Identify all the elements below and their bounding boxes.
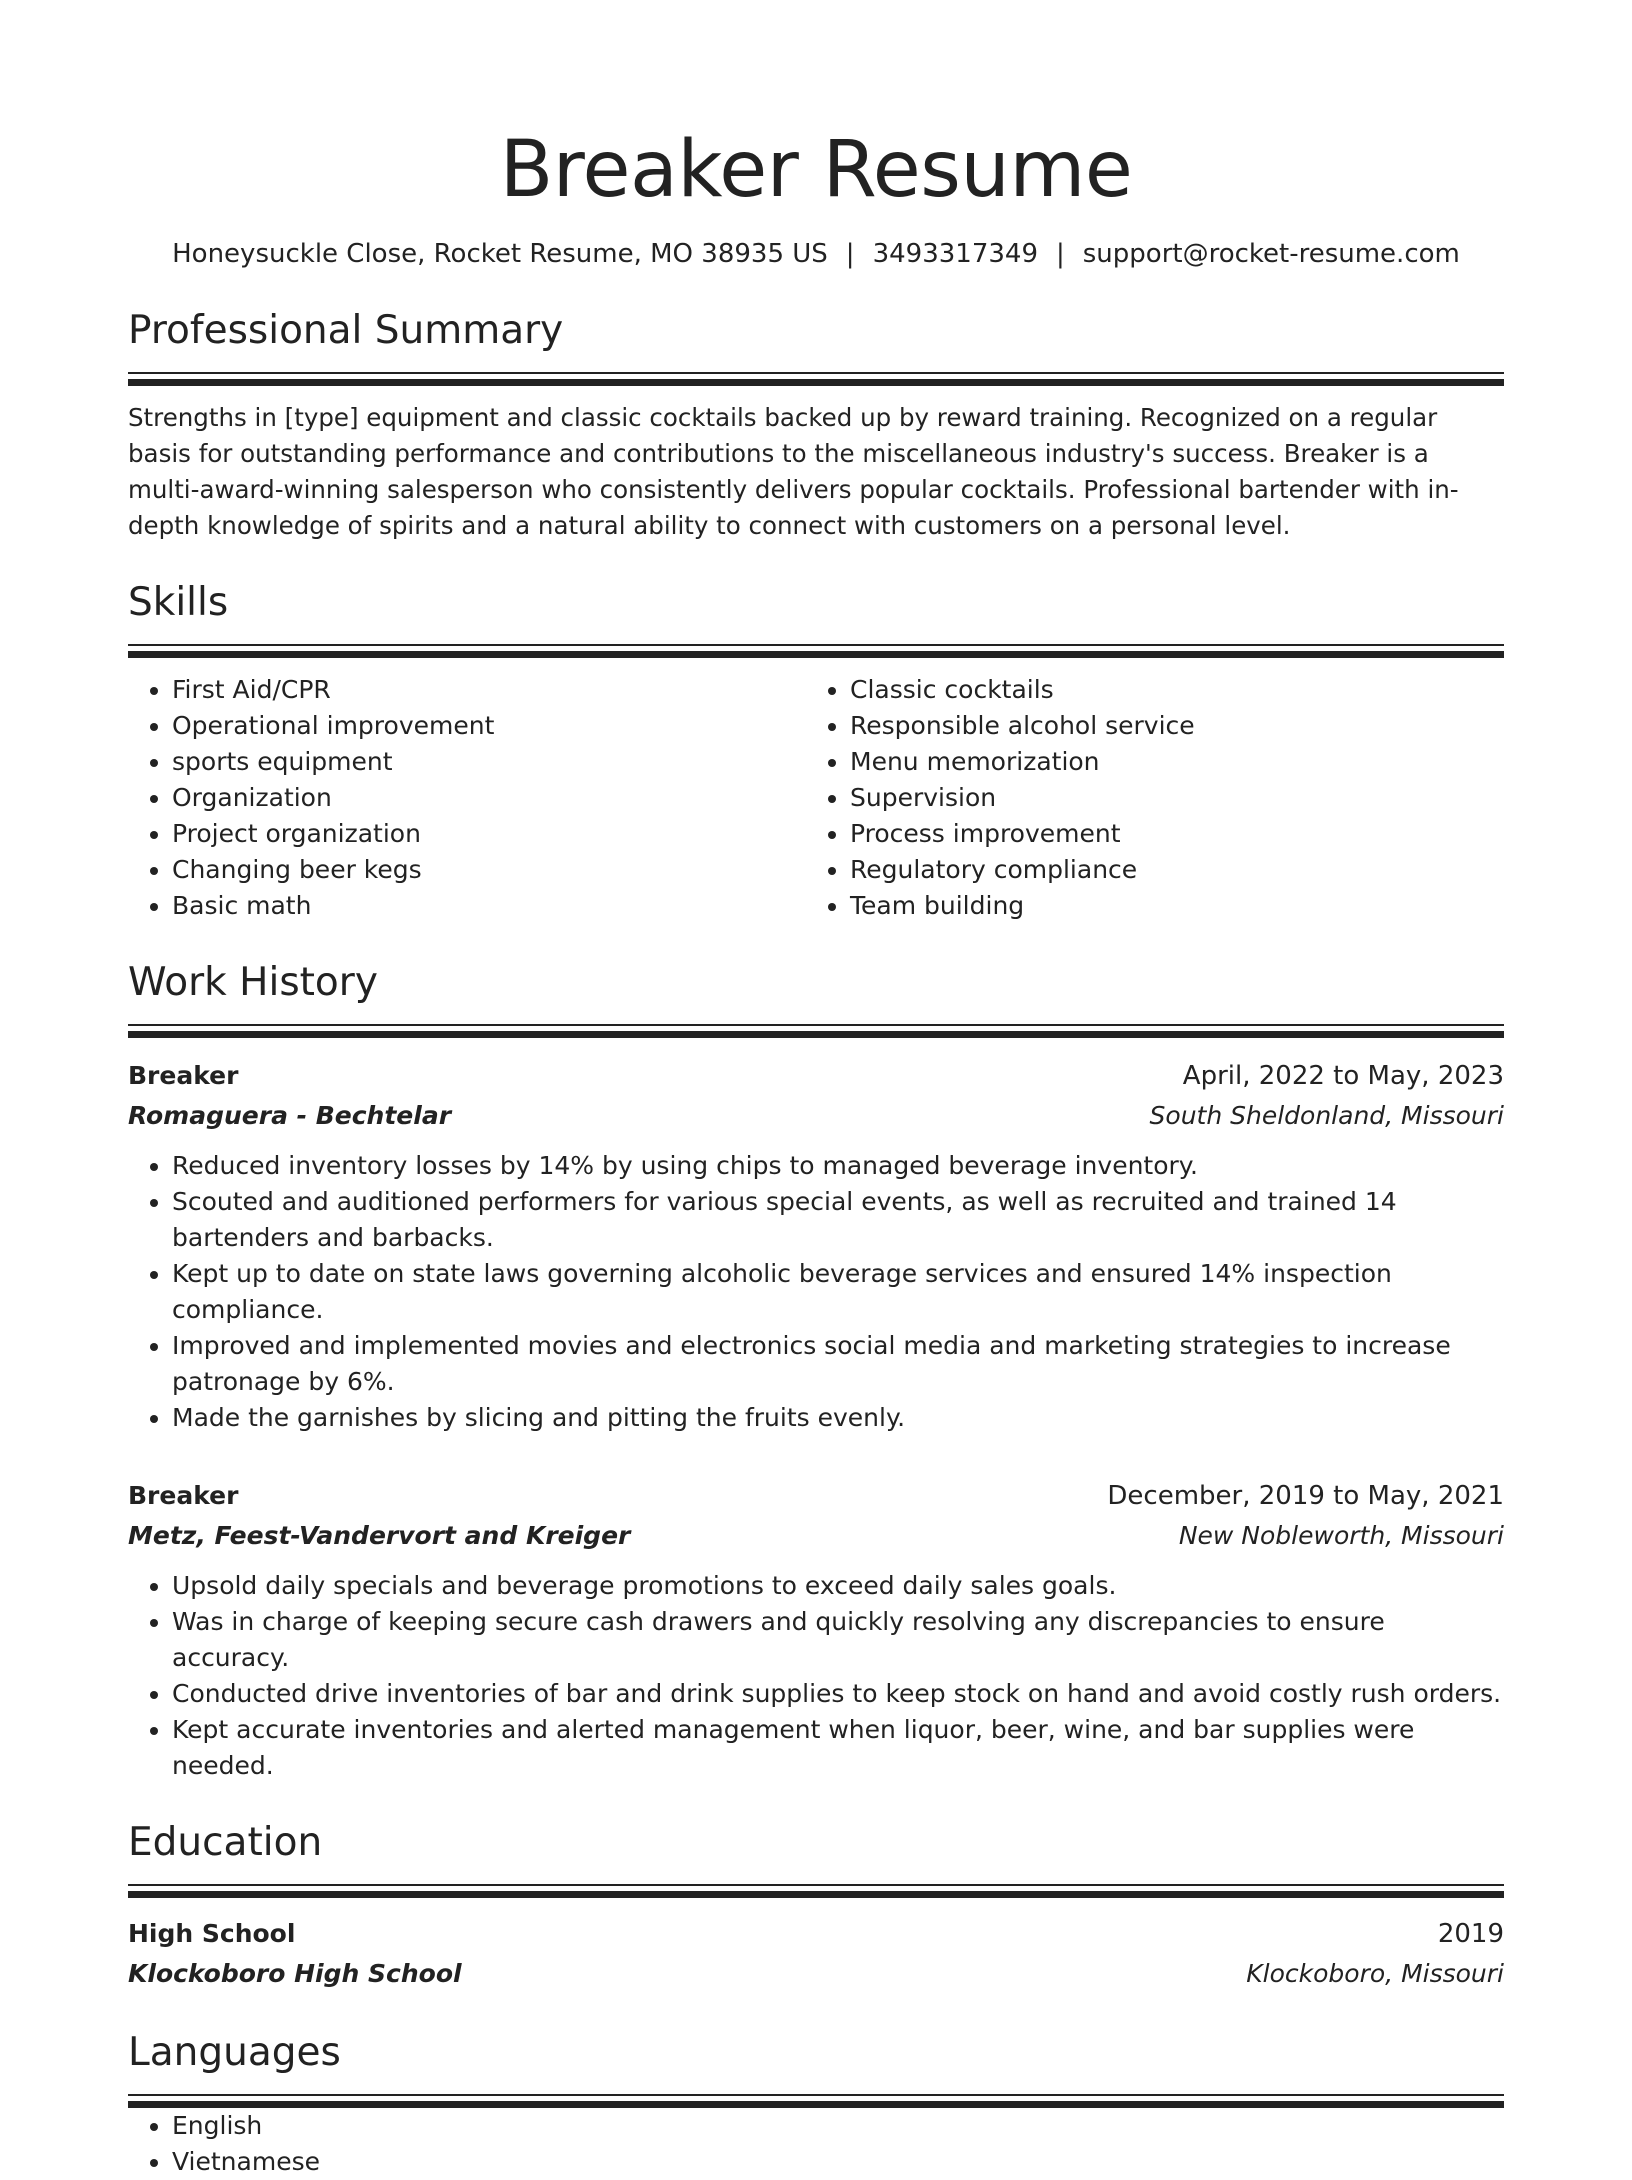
skill-item: • Responsible alcohol service [850,708,1484,744]
skill-item: • Basic math [172,888,806,924]
job-title: Breaker [128,1481,239,1510]
skill-item: • Supervision [850,780,1484,816]
skill-item: • Menu memorization [850,744,1484,780]
skills-grid [128,672,1504,924]
work-history-section [128,958,1504,1784]
job-company: Romaguera - Bechtelar [128,1101,452,1130]
job-bullet: • Scouted and auditioned performers for various special events, as well as recruited and trained 14 bartenders and barbacks. [172,1184,1504,1256]
section-divider [128,644,1504,658]
section-divider [128,372,1504,386]
skill-item: • Changing beer kegs [172,852,806,888]
contact-separator: | [845,239,855,269]
section-heading-education: Education [128,1820,323,1865]
education-degree: High School [128,1919,296,1948]
summary-text: Strengths in [type] equipment and classic cocktails backed up by reward training. Recognized on a regular basis for outstanding performance and contributions to the miscellaneous industry's success. Breaker is a multi-award-winning salesperson who consistently delivers popular cocktails. Professional bartender with in-depth knowledge of spirits and a natural ability to connect with customers on a personal level. [128,403,1459,540]
section-divider [128,1884,1504,1898]
job-bullet: • Conducted drive inventories of bar and drink supplies to keep stock on hand and avoid costly rush orders. [172,1676,1504,1712]
languages-list [128,2108,1504,2180]
job-dates: December, 2019 to May, 2021 [1107,1481,1504,1511]
job-bullet: • Was in charge of keeping secure cash drawers and quickly resolving any discrepancies to ensure accuracy. [172,1604,1504,1676]
job-location: New Nobleworth, Missouri [1178,1521,1504,1550]
skill-item: • Classic cocktails [850,672,1484,708]
job-bullet: • Kept up to date on state laws governing alcoholic beverage services and ensured 14% inspection compliance. [172,1256,1504,1328]
job-bullet: • Improved and implemented movies and electronics social media and marketing strategies to increase patronage by 6%. [172,1328,1504,1400]
skill-item: • Organization [172,780,806,816]
contact-separator: | [1055,239,1065,269]
skills-list-right [806,672,1484,924]
contact-phone: 3493317349 [872,239,1038,269]
summary-section [128,306,1504,544]
job-bullet: • Reduced inventory losses by 14% by using chips to managed beverage inventory. [172,1148,1504,1184]
job-bullet-list [128,1148,1504,1436]
language-item: • English [172,2108,1504,2144]
language-item: • Vietnamese [172,2144,1504,2180]
section-heading-work-history: Work History [128,960,378,1005]
job-entry [128,1056,1504,1436]
job-bullet-list [128,1568,1504,1784]
skill-item: • Regulatory compliance [850,852,1484,888]
education-header-row [128,1914,1504,1954]
languages-section [128,2028,1504,2180]
skill-item: • Team building [850,888,1484,924]
section-divider [128,1024,1504,1038]
job-title: Breaker [128,1061,239,1090]
skills-list-left [128,672,806,924]
skills-column-left [128,672,806,924]
skill-item: • Process improvement [850,816,1484,852]
skill-item: • Operational improvement [172,708,806,744]
job-entry [128,1476,1504,1784]
resume-title: Breaker Resume [499,125,1133,215]
job-company: Metz, Feest-Vandervort and Kreiger [128,1521,631,1550]
education-location: Klockoboro, Missouri [1246,1959,1504,1988]
skill-item: • First Aid/CPR [172,672,806,708]
job-dates: April, 2022 to May, 2023 [1182,1061,1504,1091]
job-bullet: • Made the garnishes by slicing and pitting the fruits evenly. [172,1400,1504,1436]
contact-line [128,236,1504,272]
contact-address: Honeysuckle Close, Rocket Resume, MO 38935 US [172,239,828,269]
skill-item: • Project organization [172,816,806,852]
section-heading-skills: Skills [128,580,229,625]
job-company-row [128,1096,1504,1136]
job-company-row [128,1516,1504,1556]
education-entry [128,1914,1504,1994]
education-school: Klockoboro High School [128,1959,462,1988]
job-bullet: • Upsold daily specials and beverage promotions to exceed daily sales goals. [172,1568,1504,1604]
skill-item: • sports equipment [172,744,806,780]
contact-email[interactable]: support@rocket-resume.com [1082,239,1460,269]
education-school-row [128,1954,1504,1994]
education-section [128,1818,1504,1994]
section-divider [128,2094,1504,2108]
skills-column-right [806,672,1484,924]
job-location: South Sheldonland, Missouri [1149,1101,1504,1130]
job-header-row [128,1056,1504,1096]
section-heading-languages: Languages [128,2030,341,2075]
job-header-row [128,1476,1504,1516]
education-year: 2019 [1437,1919,1504,1949]
job-bullet: • Kept accurate inventories and alerted management when liquor, beer, wine, and bar supplies were needed. [172,1712,1504,1784]
skills-section [128,578,1504,924]
section-heading-summary: Professional Summary [128,308,564,353]
